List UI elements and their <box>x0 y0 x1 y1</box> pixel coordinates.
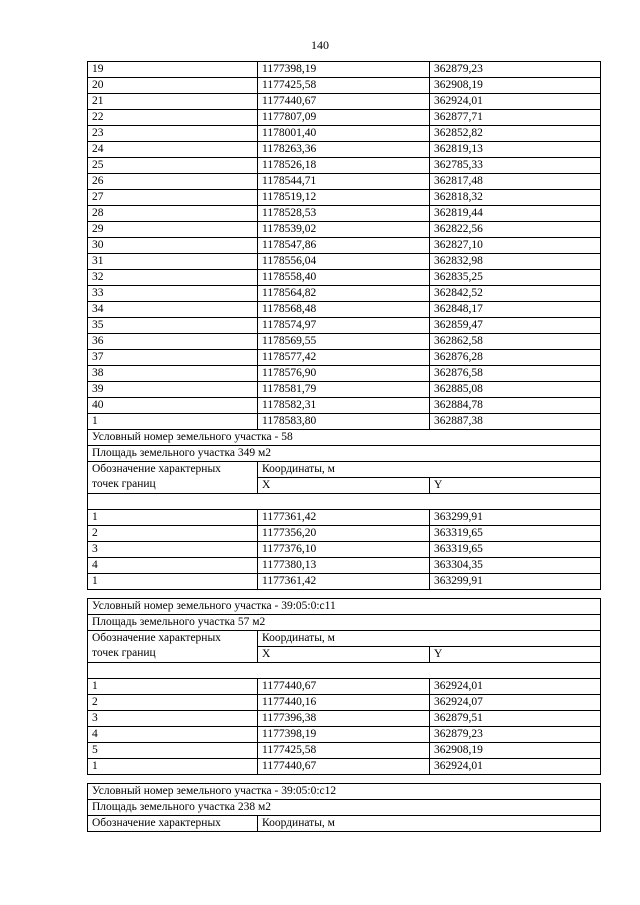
y-coordinate: 362879,51 <box>430 711 601 727</box>
y-coordinate: 363319,65 <box>430 542 601 558</box>
points-header <box>88 631 258 663</box>
x-coordinate: 1178582,31 <box>258 398 430 414</box>
points-header-line1: Обозначение характерных <box>92 632 221 644</box>
point-number: 38 <box>88 366 258 382</box>
x-coordinate: 1178519,12 <box>258 190 430 206</box>
point-number: 2 <box>88 695 258 711</box>
x-coordinate: 1178526,18 <box>258 158 430 174</box>
table-row <box>88 126 601 142</box>
plot-area: Площадь земельного участка 349 м2 <box>88 446 601 462</box>
x-coordinate: 1177356,20 <box>258 526 430 542</box>
y-coordinate: 362819,44 <box>430 206 601 222</box>
table-row <box>88 414 601 430</box>
point-number: 27 <box>88 190 258 206</box>
point-number: 5 <box>88 743 258 759</box>
y-coordinate: 362908,19 <box>430 743 601 759</box>
y-coordinate: 362835,25 <box>430 270 601 286</box>
x-coordinate: 1178569,55 <box>258 334 430 350</box>
plot-table-58 <box>87 429 601 590</box>
point-number: 1 <box>88 679 258 695</box>
spacer-row <box>88 494 601 510</box>
table-row <box>88 142 601 158</box>
point-number: 30 <box>88 238 258 254</box>
x-coordinate: 1178577,42 <box>258 350 430 366</box>
y-coordinate: 362908,19 <box>430 78 601 94</box>
table-row <box>88 254 601 270</box>
y-coordinate: 362842,52 <box>430 286 601 302</box>
point-number: 22 <box>88 110 258 126</box>
table-row <box>88 62 601 78</box>
y-coordinate: 362852,82 <box>430 126 601 142</box>
y-coordinate: 363299,91 <box>430 510 601 526</box>
y-coordinate: 362859,47 <box>430 318 601 334</box>
table-row <box>88 110 601 126</box>
x-coordinate: 1178556,04 <box>258 254 430 270</box>
coordinates-table-continued <box>87 61 601 430</box>
coords-header: Координаты, м <box>258 816 601 832</box>
point-number: 20 <box>88 78 258 94</box>
y-header: Y <box>430 647 601 663</box>
point-number: 36 <box>88 334 258 350</box>
points-header-line2: точек границ <box>92 478 156 490</box>
point-number: 25 <box>88 158 258 174</box>
y-coordinate: 362924,01 <box>430 679 601 695</box>
table-row <box>88 158 601 174</box>
table-row <box>88 334 601 350</box>
plot-table-c11 <box>87 598 601 775</box>
point-number: 37 <box>88 350 258 366</box>
table-row <box>88 382 601 398</box>
y-coordinate: 362822,56 <box>430 222 601 238</box>
table-row <box>88 759 601 775</box>
point-number: 40 <box>88 398 258 414</box>
plot-area: Площадь земельного участка 57 м2 <box>88 615 601 631</box>
x-coordinate: 1178558,40 <box>258 270 430 286</box>
table-row <box>88 574 601 590</box>
table-row <box>88 679 601 695</box>
point-number: 1 <box>88 759 258 775</box>
x-coordinate: 1178547,86 <box>258 238 430 254</box>
point-number: 33 <box>88 286 258 302</box>
x-coordinate: 1177380,13 <box>258 558 430 574</box>
y-coordinate: 362924,01 <box>430 759 601 775</box>
y-coordinate: 362818,32 <box>430 190 601 206</box>
point-number: 1 <box>88 510 258 526</box>
coords-header: Координаты, м <box>258 462 601 478</box>
point-number: 21 <box>88 94 258 110</box>
coords-header: Координаты, м <box>258 631 601 647</box>
points-header: Обозначение характерных <box>88 816 258 832</box>
point-number: 31 <box>88 254 258 270</box>
x-coordinate: 1178544,71 <box>258 174 430 190</box>
table-row <box>88 222 601 238</box>
x-coordinate: 1178583,80 <box>258 414 430 430</box>
table-row <box>88 286 601 302</box>
y-coordinate: 362879,23 <box>430 727 601 743</box>
y-coordinate: 363304,35 <box>430 558 601 574</box>
x-coordinate: 1178263,36 <box>258 142 430 158</box>
x-coordinate: 1177398,19 <box>258 62 430 78</box>
x-coordinate: 1178568,48 <box>258 302 430 318</box>
point-number: 34 <box>88 302 258 318</box>
point-number: 26 <box>88 174 258 190</box>
x-coordinate: 1178539,02 <box>258 222 430 238</box>
table-row <box>88 510 601 526</box>
table-row <box>88 366 601 382</box>
x-coordinate: 1178574,97 <box>258 318 430 334</box>
table-row <box>88 94 601 110</box>
page-number: 140 <box>311 38 329 52</box>
table-row <box>88 711 601 727</box>
point-number: 1 <box>88 574 258 590</box>
y-coordinate: 362924,07 <box>430 695 601 711</box>
x-coordinate: 1178581,79 <box>258 382 430 398</box>
points-header-line2: точек границ <box>92 647 156 659</box>
plot-cond-number: Условный номер земельного участка - 58 <box>88 430 601 446</box>
table-row <box>88 190 601 206</box>
table-row <box>88 238 601 254</box>
y-coordinate: 362785,33 <box>430 158 601 174</box>
y-coordinate: 362862,58 <box>430 334 601 350</box>
spacer-row <box>88 663 601 679</box>
y-coordinate: 362884,78 <box>430 398 601 414</box>
x-coordinate: 1178001,40 <box>258 126 430 142</box>
x-coordinate: 1177396,38 <box>258 711 430 727</box>
y-coordinate: 362819,13 <box>430 142 601 158</box>
y-coordinate: 362876,28 <box>430 350 601 366</box>
point-number: 4 <box>88 558 258 574</box>
point-number: 24 <box>88 142 258 158</box>
y-coordinate: 362887,38 <box>430 414 601 430</box>
y-coordinate: 362876,58 <box>430 366 601 382</box>
table-row <box>88 743 601 759</box>
point-number: 3 <box>88 542 258 558</box>
y-coordinate: 362924,01 <box>430 94 601 110</box>
x-coordinate: 1177440,16 <box>258 695 430 711</box>
table-row <box>88 526 601 542</box>
point-number: 23 <box>88 126 258 142</box>
table-row <box>88 174 601 190</box>
x-coordinate: 1178576,90 <box>258 366 430 382</box>
points-header <box>88 462 258 494</box>
point-number: 35 <box>88 318 258 334</box>
points-header-line1: Обозначение характерных <box>92 463 221 475</box>
table-row <box>88 206 601 222</box>
x-coordinate: 1177398,19 <box>258 727 430 743</box>
x-coordinate: 1177361,42 <box>258 510 430 526</box>
point-number: 39 <box>88 382 258 398</box>
y-coordinate: 362885,08 <box>430 382 601 398</box>
plot-area: Площадь земельного участка 238 м2 <box>88 800 601 816</box>
x-coordinate: 1177440,67 <box>258 679 430 695</box>
table-row <box>88 398 601 414</box>
point-number: 28 <box>88 206 258 222</box>
x-coordinate: 1177425,58 <box>258 78 430 94</box>
point-number: 1 <box>88 414 258 430</box>
y-coordinate: 362817,48 <box>430 174 601 190</box>
point-number: 4 <box>88 727 258 743</box>
plot-table-c12 <box>87 783 601 832</box>
point-number: 3 <box>88 711 258 727</box>
plot-cond-number: Условный номер земельного участка - 39:05:0:с11 <box>88 599 601 615</box>
y-coordinate: 362827,10 <box>430 238 601 254</box>
y-coordinate: 363319,65 <box>430 526 601 542</box>
table-row <box>88 542 601 558</box>
x-coordinate: 1177440,67 <box>258 759 430 775</box>
y-coordinate: 362877,71 <box>430 110 601 126</box>
x-header: X <box>258 647 430 663</box>
table-row <box>88 270 601 286</box>
y-coordinate: 362848,17 <box>430 302 601 318</box>
y-coordinate: 362832,98 <box>430 254 601 270</box>
x-coordinate: 1177425,58 <box>258 743 430 759</box>
table-row <box>88 558 601 574</box>
table-row <box>88 350 601 366</box>
x-coordinate: 1177440,67 <box>258 94 430 110</box>
x-coordinate: 1177807,09 <box>258 110 430 126</box>
y-coordinate: 363299,91 <box>430 574 601 590</box>
x-coordinate: 1178564,82 <box>258 286 430 302</box>
table-row <box>88 695 601 711</box>
x-header: X <box>258 478 430 494</box>
point-number: 19 <box>88 62 258 78</box>
x-coordinate: 1177361,42 <box>258 574 430 590</box>
point-number: 29 <box>88 222 258 238</box>
table-row <box>88 727 601 743</box>
point-number: 2 <box>88 526 258 542</box>
point-number: 32 <box>88 270 258 286</box>
plot-cond-number: Условный номер земельного участка - 39:05:0:с12 <box>88 784 601 800</box>
table-row <box>88 318 601 334</box>
x-coordinate: 1178528,53 <box>258 206 430 222</box>
y-header: Y <box>430 478 601 494</box>
table-row <box>88 78 601 94</box>
x-coordinate: 1177376,10 <box>258 542 430 558</box>
table-row <box>88 302 601 318</box>
y-coordinate: 362879,23 <box>430 62 601 78</box>
